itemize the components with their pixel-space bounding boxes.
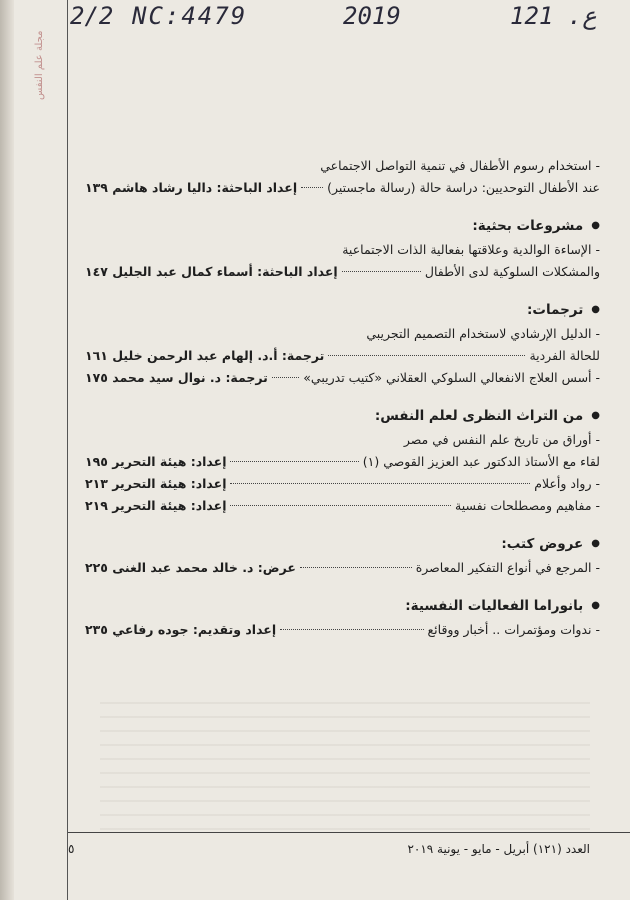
bullet-icon: ● bbox=[591, 220, 600, 231]
dot-leader bbox=[328, 355, 525, 356]
toc-title: والمشكلات السلوكية لدى الأطفال bbox=[424, 264, 600, 279]
toc-credit: إعداد الباحثة: أسماء كمال عبد الجليل ١٤٧ bbox=[85, 264, 338, 279]
toc-credit: إعداد الباحثة: داليا رشاد هاشم ١٣٩ bbox=[85, 180, 298, 195]
dot-leader bbox=[301, 187, 323, 188]
section-heading bbox=[85, 213, 600, 239]
bullet-icon: ● bbox=[591, 538, 600, 549]
toc-title: - استخدام رسوم الأطفال في تنمية التواصل الاجتماعي bbox=[320, 158, 600, 173]
dot-leader bbox=[272, 377, 299, 378]
margin-rule bbox=[67, 0, 68, 900]
toc-line bbox=[85, 451, 600, 473]
toc-credit: ترجمة: أ.د. إلهام عبد الرحمن خليل ١٦١ bbox=[85, 348, 325, 363]
toc-line bbox=[85, 619, 600, 641]
section-heading bbox=[85, 403, 600, 429]
toc-line bbox=[85, 177, 600, 199]
page-edge bbox=[0, 0, 14, 900]
toc-title: - ندوات ومؤتمرات .. أخبار ووقائع bbox=[427, 622, 600, 637]
toc-title: - الإساءة الوالدية وعلاقتها بفعالية الذات الاجتماعية bbox=[342, 242, 600, 257]
toc-title: للحالة الفردية bbox=[529, 348, 600, 363]
dot-leader bbox=[230, 483, 530, 484]
dot-leader bbox=[300, 567, 412, 568]
toc-title: - الدليل الإرشادي لاستخدام التصميم التجريبي bbox=[366, 326, 600, 341]
section-heading bbox=[85, 297, 600, 323]
bullet-icon: ● bbox=[591, 600, 600, 611]
toc-line bbox=[85, 429, 600, 451]
library-stamp: مجلة علم النفس bbox=[34, 30, 45, 100]
dot-leader bbox=[342, 271, 421, 272]
bullet-icon: ● bbox=[591, 410, 600, 421]
dot-leader bbox=[230, 505, 451, 506]
section-heading bbox=[85, 531, 600, 557]
bleed-through-texture bbox=[100, 690, 590, 830]
toc-credit: إعداد: هيئة التحرير ١٩٥ bbox=[85, 454, 227, 469]
toc-line bbox=[85, 323, 600, 345]
handwritten-issue: 121 .ع bbox=[510, 2, 597, 30]
footer-divider bbox=[68, 832, 630, 833]
page-footer bbox=[68, 842, 590, 856]
section-label: بانوراما الفعاليات النفسية: bbox=[405, 598, 584, 614]
section-label: عروض كتب: bbox=[501, 536, 584, 552]
toc-line bbox=[85, 261, 600, 283]
toc-title: - مفاهيم ومصطلحات نفسية bbox=[455, 498, 600, 513]
toc-title: عند الأطفال التوحديين: دراسة حالة (رسالة ماجستير) bbox=[327, 180, 600, 195]
section-label: ترجمات: bbox=[526, 302, 584, 318]
toc-title: - أوراق من تاريخ علم النفس في مصر bbox=[403, 432, 600, 447]
toc-line bbox=[85, 473, 600, 495]
section-label: مشروعات بحثية: bbox=[472, 218, 584, 234]
section-label: من التراث النظرى لعلم النفس: bbox=[374, 408, 584, 424]
toc-title: لقاء مع الأستاذ الدكتور عبد العزيز القوصي (١) bbox=[362, 454, 600, 469]
issue-text: العدد (١٢١) أبريل - مايو - يونية ٢٠١٩ bbox=[407, 842, 590, 856]
toc-credit: عرض: د. خالد محمد عبد الغنى ٢٢٥ bbox=[85, 560, 296, 575]
bullet-icon: ● bbox=[591, 304, 600, 315]
toc-title: - أسس العلاج الانفعالي السلوكي العقلاني «كتيب تدريبي» bbox=[303, 370, 600, 385]
toc-line bbox=[85, 239, 600, 261]
toc-line bbox=[85, 557, 600, 579]
page-number: ٥ bbox=[68, 842, 75, 856]
toc-title: - رواد وأعلام bbox=[534, 476, 600, 491]
section-heading bbox=[85, 593, 600, 619]
toc-title: - المرجع في أنواع التفكير المعاصرة bbox=[415, 560, 600, 575]
toc-credit: إعداد: هيئة التحرير ٢١٣ bbox=[85, 476, 227, 491]
toc-credit: ترجمة: د. نوال سيد محمد ١٧٥ bbox=[85, 370, 268, 385]
table-of-contents bbox=[85, 155, 600, 641]
toc-line bbox=[85, 367, 600, 389]
handwritten-volume: 2/2 bbox=[70, 2, 114, 30]
handwritten-year: 2019 bbox=[343, 2, 401, 30]
toc-credit: إعداد: هيئة التحرير ٢١٩ bbox=[85, 498, 227, 513]
toc-credit: إعداد وتقديم: جوده رفاعي ٢٣٥ bbox=[85, 622, 277, 637]
toc-line bbox=[85, 345, 600, 367]
dot-leader bbox=[230, 461, 358, 462]
toc-line bbox=[85, 495, 600, 517]
handwritten-call-number: NC:4479 bbox=[132, 2, 248, 30]
dot-leader bbox=[280, 629, 423, 630]
toc-line bbox=[85, 155, 600, 177]
